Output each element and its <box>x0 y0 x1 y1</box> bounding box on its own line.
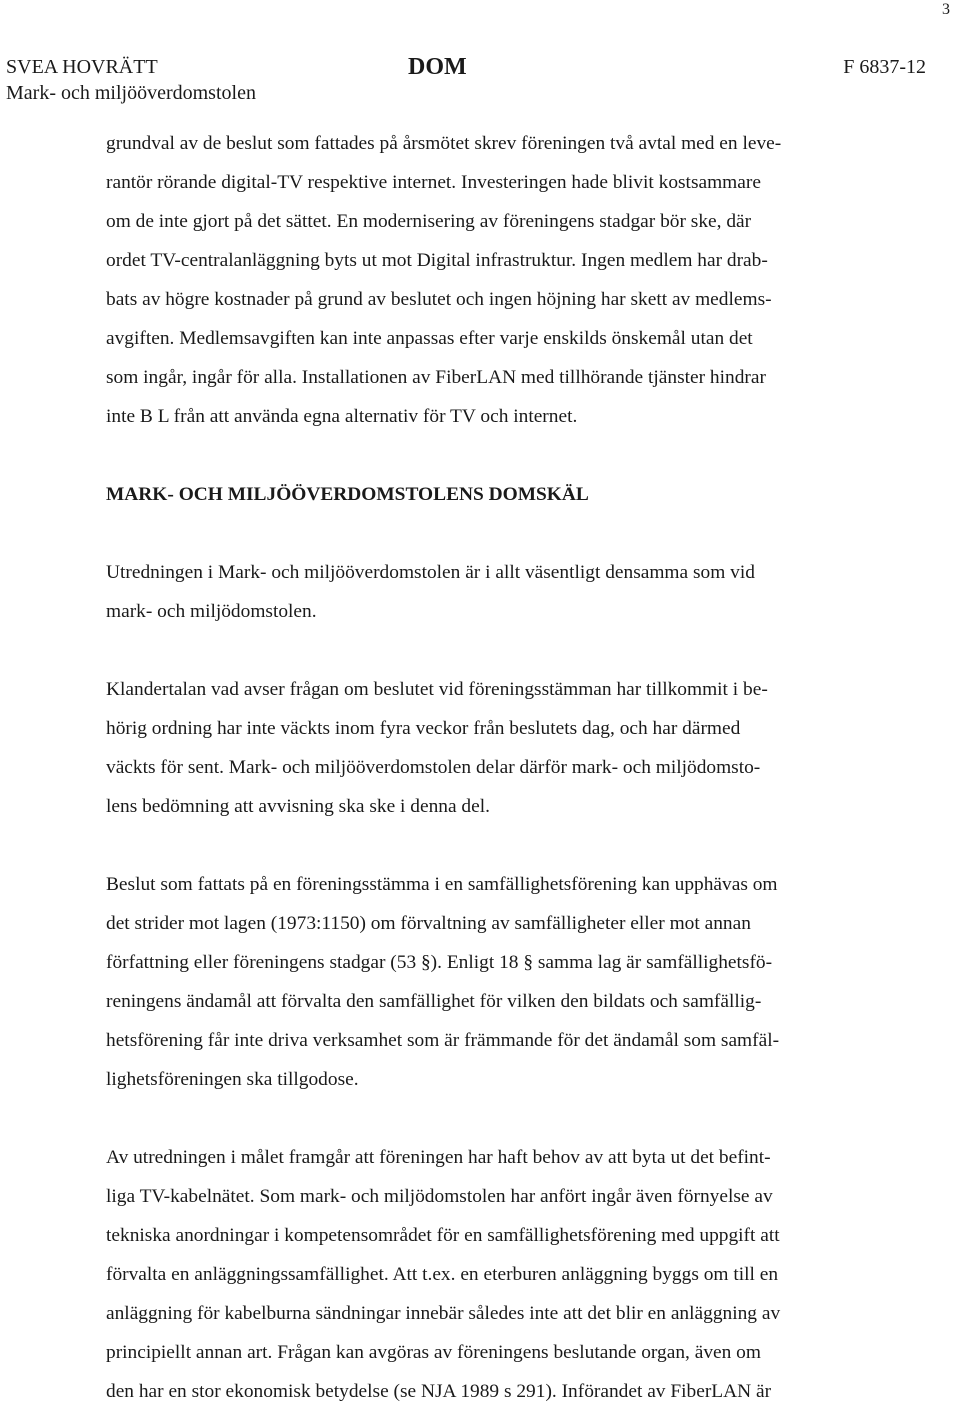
paragraph <box>106 865 906 1099</box>
text-line: förvalta en anläggningssamfällighet. Att t.ex. en eterburen anläggning byggs om till en <box>106 1264 779 1285</box>
page-number: 3 <box>942 1 950 18</box>
text-line: bats av högre kostnader på grund av beslutet och ingen höjning har skett av medlems- <box>106 289 772 310</box>
text-line: avgiften. Medlemsavgiften kan inte anpassas efter varje enskilds önskemål utan det <box>106 328 753 349</box>
text-line: lens bedömning att avvisning ska ske i denna del. <box>106 796 490 817</box>
text-line: mark- och miljödomstolen. <box>106 601 317 622</box>
paragraph <box>106 670 906 826</box>
paragraph <box>106 1138 906 1411</box>
paragraph <box>106 553 906 631</box>
text-line: Utredningen i Mark- och miljööverdomstolen är i allt väsentligt densamma som vid <box>106 562 755 583</box>
court-name: SVEA HOVRÄTT <box>6 56 158 78</box>
text-line: lighetsföreningen ska tillgodose. <box>106 1069 359 1090</box>
text-line: den har en stor ekonomisk betydelse (se NJA 1989 s 291). Införandet av FiberLAN är <box>106 1381 772 1402</box>
document-type: DOM <box>408 54 467 80</box>
text-line: reningens ändamål att förvalta den samfällighet för vilken den bildats och samfällig- <box>106 991 762 1012</box>
text-line: som ingår, ingår för alla. Installationen av FiberLAN med tillhörande tjänster hindrar <box>106 367 766 388</box>
text-line: inte B L från att använda egna alternativ för TV och internet. <box>106 406 578 427</box>
document-header <box>6 55 926 105</box>
text-line: rantör rörande digital-TV respektive internet. Investeringen hade blivit kostsammare <box>106 172 761 193</box>
text-line: det strider mot lagen (1973:1150) om förvaltning av samfälligheter eller mot annan <box>106 913 751 934</box>
text-line: hörig ordning har inte väckts inom fyra veckor från beslutets dag, och har därmed <box>106 718 741 739</box>
section-heading: MARK- OCH MILJÖÖVERDOMSTOLENS DOMSKÄL <box>106 484 589 505</box>
text-line: Beslut som fattats på en föreningsstämma i en samfällighetsförening kan upphävas om <box>106 874 778 895</box>
document-body <box>106 124 906 1411</box>
text-line: tekniska anordningar i kompetensområdet för en samfällighetsförening med uppgift att <box>106 1225 780 1246</box>
paragraph <box>106 124 906 436</box>
text-line: principiellt annan art. Frågan kan avgöras av föreningens beslutande organ, även om <box>106 1342 761 1363</box>
text-line: om de inte gjort på det sättet. En modernisering av föreningens stadgar bör ske, där <box>106 211 752 232</box>
text-line: ordet TV-centralanläggning byts ut mot Digital infrastruktur. Ingen medlem har drab- <box>106 250 768 271</box>
text-line: Klandertalan vad avser frågan om beslutet vid föreningsstämman har tillkommit i be- <box>106 679 768 700</box>
court-department: Mark- och miljööverdomstolen <box>6 82 256 104</box>
text-line: väckts för sent. Mark- och miljööverdomstolen delar därför mark- och miljödomsto- <box>106 757 761 778</box>
text-line: hetsförening får inte driva verksamhet som är främmande för det ändamål som samfäl- <box>106 1030 780 1051</box>
text-line: Av utredningen i målet framgår att föreningen har haft behov av att byta ut det befint- <box>106 1147 771 1168</box>
text-line: liga TV-kabelnätet. Som mark- och miljödomstolen har anfört ingår även förnyelse av <box>106 1186 773 1207</box>
text-line: anläggning för kabelburna sändningar innebär således inte att det blir en anläggning av <box>106 1303 781 1324</box>
text-line: grundval av de beslut som fattades på årsmötet skrev föreningen två avtal med en leve- <box>106 133 782 154</box>
case-number: F 6837-12 <box>843 56 926 78</box>
text-line: författning eller föreningens stadgar (53 §). Enligt 18 § samma lag är samfällighetsfö- <box>106 952 773 973</box>
